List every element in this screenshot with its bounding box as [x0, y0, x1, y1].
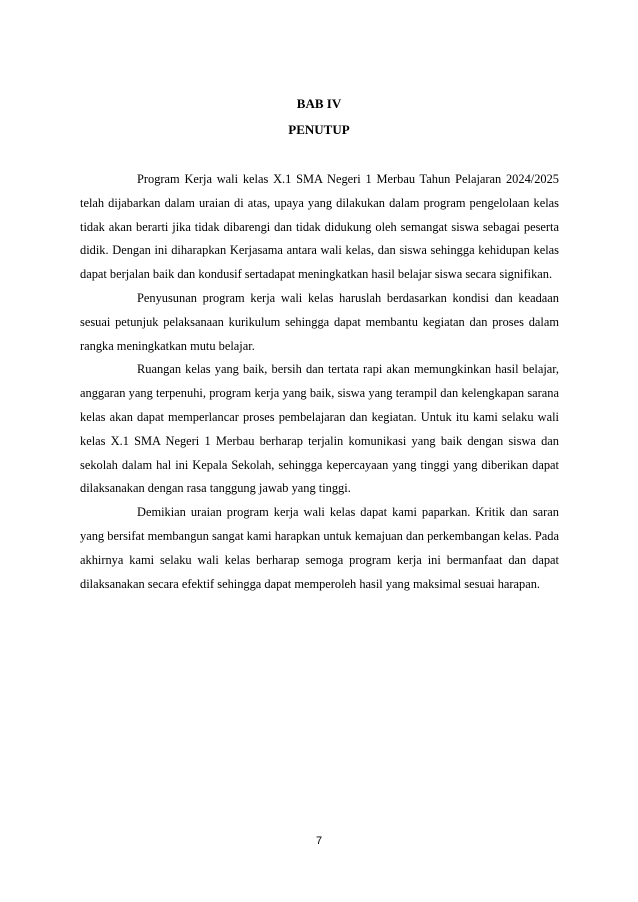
- paragraph-3: Ruangan kelas yang baik, bersih dan tertata rapi akan memungkinkan hasil belajar, anggaran yang terpenuhi, program kerja yang baik, siswa yang terampil dan kelengkapan sarana kelas akan dapat memperlancar proses pembelajaran dan kegiatan. Untuk itu kami selaku wali kelas X.1 SMA Negeri 1 Merbau berharap terjalin komunikasi yang baik dengan siswa dan sekolah dalam hal ini Kepala Sekolah, sehingga kepercayaan yang tinggi yang diberikan dapat dilaksanakan dengan rasa tanggung jawab yang tinggi.: [80, 362, 559, 496]
- paragraph-4: Demikian uraian program kerja wali kelas dapat kami paparkan. Kritik dan saran yang bersifat membangun sangat kami harapkan untuk kemajuan dan perkembangan kelas. Pada akhirnya kami selaku wali kelas berharap semoga program kerja ini bermanfaat dan dapat dilaksanakan secara efektif sehingga dapat memperoleh hasil yang maksimal sesuai harapan.: [80, 505, 559, 591]
- paragraph-1: Program Kerja wali kelas X.1 SMA Negeri 1 Merbau Tahun Pelajaran 2024/2025 telah dijabarkan dalam uraian di atas, upaya yang dilakukan dalam program pengelolaan kelas tidak akan berarti jika tidak dibarengi dan tidak didukung oleh semangat siswa sebagai peserta didik. Dengan ini diharapkan Kerjasama antara wali kelas, dan siswa sehingga kehidupan kelas dapat berjalan baik dan kondusif sertadapat meningkatkan hasil belajar siswa secara signifikan.: [80, 172, 559, 282]
- body-text: [80, 168, 559, 596]
- chapter-title: PENUTUP: [288, 122, 350, 137]
- chapter-heading: BAB IV: [296, 96, 342, 111]
- page-number: 7: [315, 835, 323, 847]
- paragraph-2: Penyusunan program kerja wali kelas haruslah berdasarkan kondisi dan keadaan sesuai petunjuk pelaksanaan kurikulum sehingga dapat membantu kegiatan dan proses dalam rangka meningkatkan mutu belajar.: [80, 290, 559, 353]
